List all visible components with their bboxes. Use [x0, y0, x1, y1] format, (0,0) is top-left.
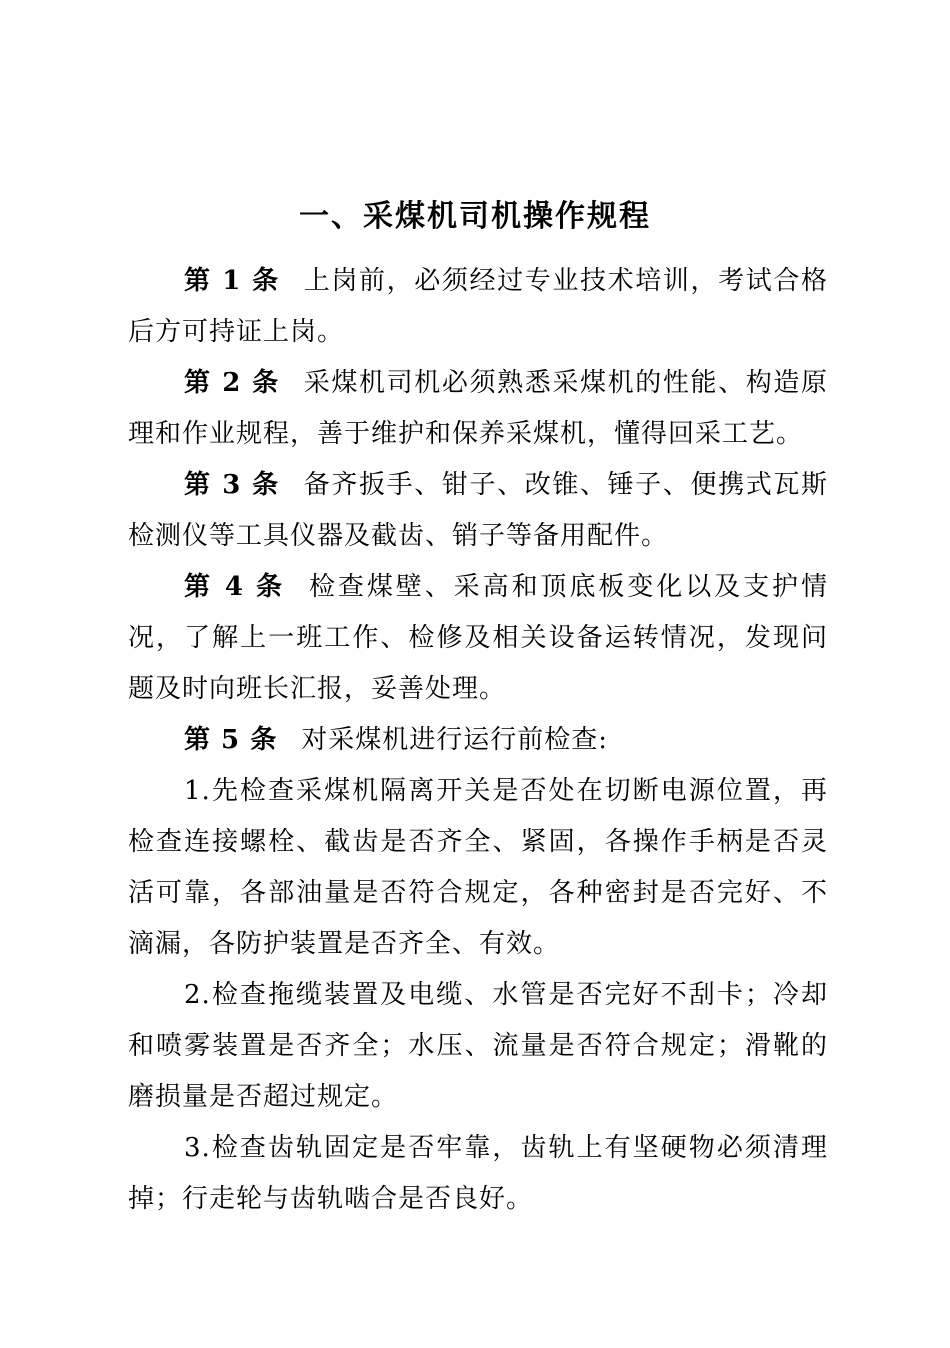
page-title: 一、采煤机司机操作规程 — [299, 199, 651, 234]
article-2-label: 第 2 条 — [184, 368, 280, 398]
article-3-label: 第 3 条 — [184, 470, 280, 500]
list-item: 1.先检查采煤机隔离开关是否处在切断电源位置，再检查连接螺栓、截齿是否齐全、紧固，各操作手柄是否灵活可靠，各部油量是否符合规定，各种密封是否完好、不滴漏，各防护装置是否齐全、有效。 — [128, 776, 828, 959]
list-item: 3.检查齿轨固定是否牢靠，齿轨上有坚硬物必须清理掉；行走轮与齿轨啮合是否良好。 — [128, 1133, 828, 1214]
article-4 — [128, 562, 828, 715]
list-item: 2.检查拖缆装置及电缆、水管是否完好不刮卡；冷却和喷雾装置是否齐全；水压、流量是否符合规定；滑靴的磨损量是否超过规定。 — [128, 980, 828, 1112]
article-4-label: 第 4 条 — [184, 572, 285, 602]
article-2 — [128, 358, 828, 460]
article-5-label: 第 5 条 — [184, 725, 278, 755]
article-5 — [128, 715, 828, 766]
article-3-text: 备齐扳手、钳子、改锥、锤子、便携式瓦斯检测仪等工具仪器及截齿、销子等备用配件。 — [128, 470, 828, 551]
article-1-label: 第 1 条 — [184, 266, 280, 296]
article-1 — [128, 256, 828, 358]
article-4-text: 检查煤壁、采高和顶底板变化以及支护情况，了解上一班工作、检修及相关设备运转情况，发现问题及时向班长汇报，妥善处理。 — [128, 572, 828, 704]
document-body — [128, 256, 828, 1225]
article-3 — [128, 460, 828, 562]
article-5-text: 对采煤机进行运行前检查: — [301, 725, 608, 755]
article-1-text: 上岗前，必须经过专业技术培训，考试合格后方可持证上岗。 — [128, 266, 828, 347]
article-2-text: 采煤机司机必须熟悉采煤机的性能、构造原理和作业规程，善于维护和保养采煤机，懂得回采工艺。 — [128, 368, 828, 449]
